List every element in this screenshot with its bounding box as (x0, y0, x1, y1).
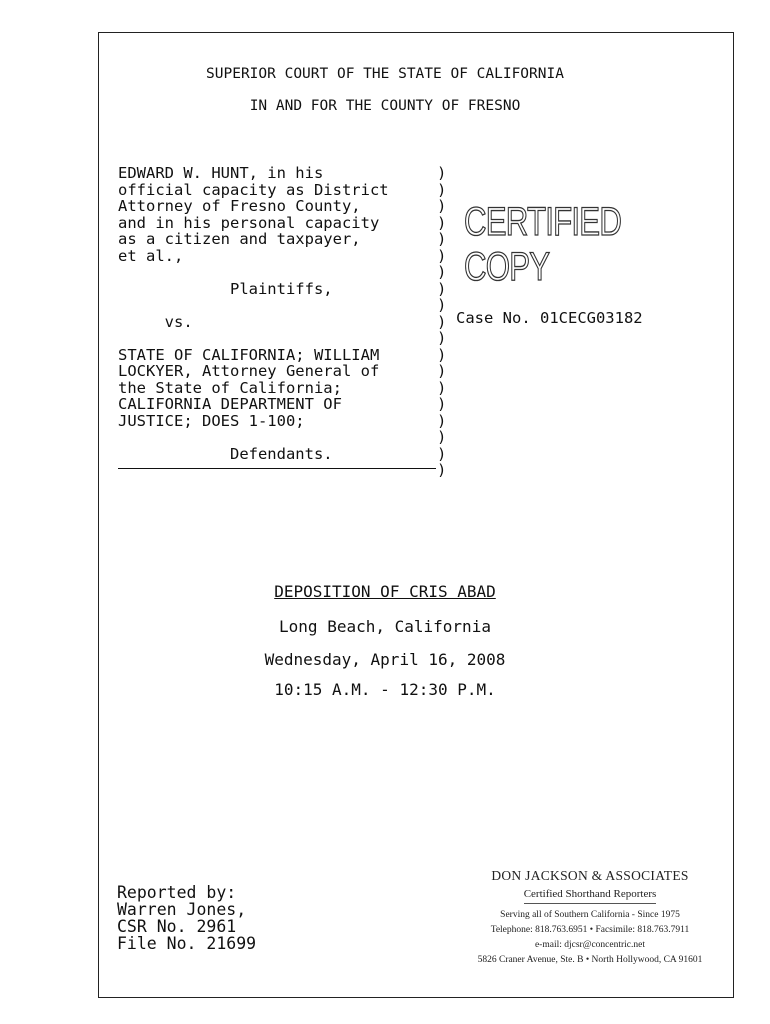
paren: ) (437, 395, 447, 413)
reporter-line: Reported by: (117, 883, 237, 902)
paren: ) (437, 378, 447, 397)
agency-address: 5826 Craner Avenue, Ste. B • North Hollywood, CA 91601 (477, 955, 703, 965)
deposition-date: Wednesday, April 16, 2008 (264, 650, 506, 669)
caption-line-vs: vs. (118, 312, 193, 331)
paren: ) (437, 362, 447, 380)
reporter-line: Warren Jones, (117, 900, 247, 919)
agency-subtitle: Certified Shorthand Reporters (524, 888, 657, 904)
caption-line: Attorney of Fresno County, (118, 197, 361, 215)
reporter-line: File No. 21699 (117, 934, 257, 953)
agency-service: Serving all of Southern California - Since 1975 (500, 910, 680, 920)
deposition-location: Long Beach, California (279, 617, 491, 636)
paren: ) (437, 461, 447, 479)
caption-line: EDWARD W. HUNT, in his (118, 164, 324, 182)
paren: ) (437, 428, 447, 446)
caption-parentheses (437, 165, 449, 479)
paren: ) (437, 345, 447, 364)
paren: ) (437, 279, 447, 298)
caption-line: et al., (118, 246, 184, 265)
caption-line: LOCKYER, Attorney General of (118, 362, 380, 380)
paren: ) (437, 329, 447, 347)
paren: ) (437, 164, 447, 182)
caption-line: official capacity as District (118, 180, 389, 199)
agency-name: DON JACKSON & ASSOCIATES (491, 868, 689, 883)
deposition-time: 10:15 A.M. - 12:30 P.M. (274, 680, 496, 699)
caption-line: STATE OF CALIFORNIA; WILLIAM (118, 345, 380, 364)
caption-line-defendants: Defendants. (118, 444, 333, 463)
certified-copy-stamp: CERTIFIED COPY (464, 200, 622, 289)
caption-line (118, 297, 438, 314)
agency-email: e-mail: djcsr@concentric.net (534, 940, 646, 950)
caption-line: and in his personal capacity (118, 213, 380, 232)
court-county: IN AND FOR THE COUNTY OF FRESNO (249, 98, 521, 114)
court-name: SUPERIOR COURT OF THE STATE OF CALIFORNIA (206, 66, 564, 82)
agency-block (440, 868, 740, 968)
caption-line (118, 330, 438, 347)
caption-line (118, 264, 438, 281)
reporter-line: CSR No. 2961 (117, 917, 237, 936)
caption-line (118, 429, 438, 446)
paren: ) (437, 263, 447, 281)
caption-line: CALIFORNIA DEPARTMENT OF (118, 395, 342, 413)
caption-line-plaintiffs: Plaintiffs, (118, 279, 333, 298)
paren: ) (437, 197, 447, 215)
caption-line: the State of California; (118, 378, 342, 397)
paren: ) (437, 246, 447, 265)
caption-underline (118, 468, 436, 469)
paren: ) (437, 296, 447, 314)
case-number: Case No. 01CECG03182 (456, 309, 643, 327)
paren: ) (437, 213, 447, 232)
paren: ) (437, 312, 447, 331)
deposition-title: DEPOSITION OF CRIS ABAD (274, 582, 496, 601)
paren: ) (437, 180, 447, 199)
caption-line: as a citizen and taxpayer, (118, 230, 361, 248)
paren: ) (437, 444, 447, 463)
reporter-info (117, 884, 256, 952)
paren: ) (437, 230, 447, 248)
agency-phone: Telephone: 818.763.6951 • Facsimile: 818.763.7911 (490, 925, 690, 935)
caption-line: JUSTICE; DOES 1-100; (118, 411, 305, 430)
case-caption (118, 165, 438, 462)
paren: ) (437, 411, 447, 430)
